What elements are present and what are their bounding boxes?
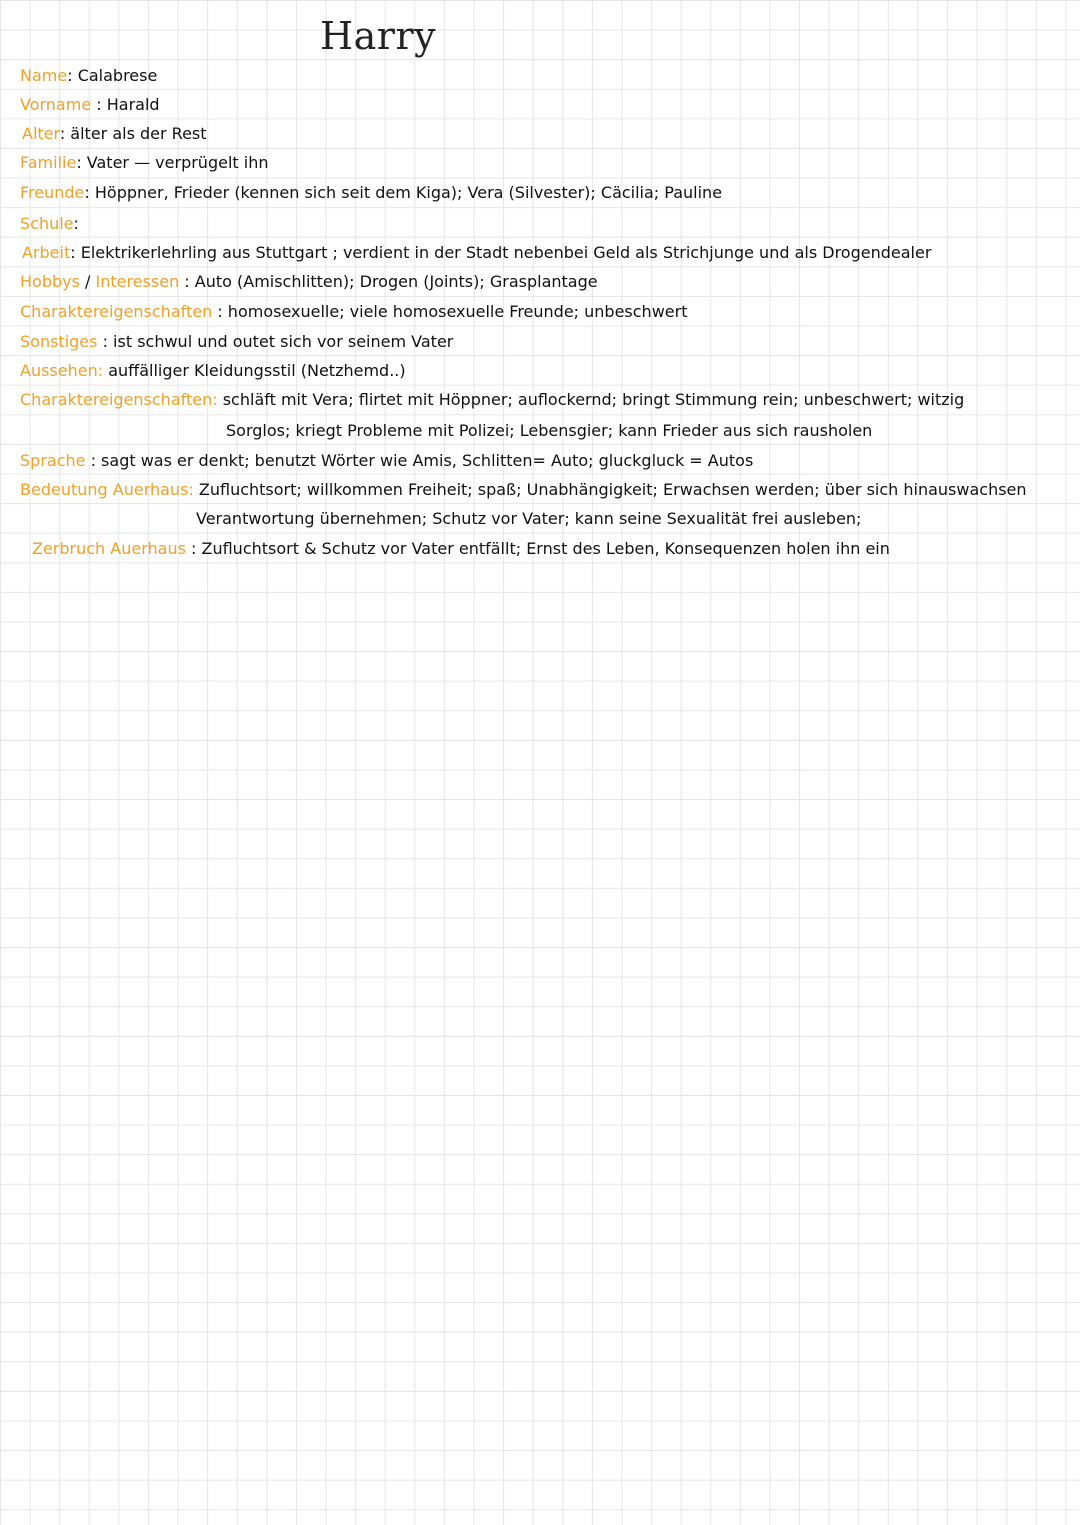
field-separator: : xyxy=(67,66,78,85)
field-charaktereigenschaften-2 xyxy=(20,390,964,410)
field-value: Vater — verprügelt ihn xyxy=(86,153,269,172)
field-label: Familie xyxy=(20,153,77,172)
page-title: Harry xyxy=(320,14,437,58)
field-value: Auto (Amischlitten); Drogen (Joints); Grasplantage xyxy=(194,272,598,291)
field-label-part: ter xyxy=(37,124,60,143)
field-label-part: Interessen xyxy=(95,272,180,291)
field-separator: : xyxy=(212,302,228,321)
field-value: Calabrese xyxy=(77,66,158,85)
field-separator: : xyxy=(84,183,95,202)
field-arbeit xyxy=(22,243,931,263)
field-label: Sonstiges xyxy=(20,332,98,351)
field-label: Aussehen: xyxy=(20,361,104,380)
field-label: Schule xyxy=(20,214,74,233)
field-separator: : xyxy=(179,272,195,291)
field-vorname xyxy=(20,95,160,115)
field-hobbys xyxy=(20,272,598,292)
field-label: Freunde xyxy=(20,183,85,202)
field-label: Zerbruch Auerhaus xyxy=(32,539,186,558)
field-value: Zufluchtsort & Schutz vor Vater entfällt; Ernst des Leben, Konsequenzen holen ihn ein xyxy=(201,539,890,558)
field-separator: : xyxy=(185,539,202,558)
field-bedeutung-auerhaus xyxy=(20,480,1027,500)
field-zerbruch-auerhaus xyxy=(32,539,890,559)
field-separator: : xyxy=(76,153,87,172)
field-value: älter als der Rest xyxy=(70,124,207,143)
field-bedeutung-auerhaus-cont xyxy=(196,509,861,529)
field-value: sagt was er denkt; benutzt Wörter wie Amis, Schlitten= Auto; gluckgluck = Autos xyxy=(101,451,754,470)
field-label: Sprache xyxy=(20,451,86,470)
field-charaktereigenschaften xyxy=(20,302,687,322)
field-label: Vorname xyxy=(20,95,92,114)
field-value-continuation: Verantwortung übernehmen; Schutz vor Vater; kann seine Sexualität frei ausleben; xyxy=(196,509,862,528)
field-schule xyxy=(20,214,79,234)
field-label: Arbeit xyxy=(22,243,71,262)
field-value: Elektrikerlehrling aus Stuttgart ; verdient in der Stadt nebenbei Geld als Strichjunge und als Drogendealer xyxy=(80,243,932,262)
field-value: schläft mit Vera; flirtet mit Höppner; auflockernd; bringt Stimmung rein; unbeschwert; witzig xyxy=(222,390,965,409)
field-separator: : xyxy=(85,451,102,470)
field-value-continuation: Sorglos; kriegt Probleme mit Polizei; Lebensgier; kann Frieder aus sich rausholen xyxy=(226,421,873,440)
field-separator: : xyxy=(91,95,107,114)
field-value: auffälliger Kleidungsstil (Netzhemd..) xyxy=(108,361,406,380)
field-value: Harald xyxy=(106,95,160,114)
field-separator: : xyxy=(73,214,79,233)
field-sprache xyxy=(20,451,753,471)
field-value: Zufluchtsort; willkommen Freiheit; spaß; Unabhängigkeit; Erwachsen werden; über sich hinauswachsen xyxy=(198,480,1027,499)
field-label: Charaktereigenschaften: xyxy=(20,390,218,409)
field-freunde xyxy=(20,183,722,203)
field-label-part: Al xyxy=(22,124,38,143)
field-separator: : xyxy=(59,124,71,143)
field-alter xyxy=(22,124,207,144)
field-value: homosexuelle; viele homosexuelle Freunde; unbeschwert xyxy=(227,302,688,321)
field-sonstiges xyxy=(20,332,453,352)
field-charaktereigenschaften-2-cont xyxy=(226,421,872,441)
field-label-part: Hobbys xyxy=(20,272,80,291)
field-value: ist schwul und outet sich vor seinem Vater xyxy=(113,332,454,351)
field-aussehen xyxy=(20,361,406,381)
field-name xyxy=(20,66,157,86)
field-value: Höppner, Frieder (kennen sich seit dem Kiga); Vera (Silvester); Cäcilia; Pauline xyxy=(94,183,723,202)
field-familie xyxy=(20,153,268,173)
field-label-slash: / xyxy=(79,272,96,291)
field-label: Bedeutung Auerhaus: xyxy=(20,480,194,499)
field-label: Name xyxy=(20,66,68,85)
field-label: Charaktereigenschaften xyxy=(20,302,213,321)
field-separator: : xyxy=(97,332,114,351)
field-separator: : xyxy=(70,243,81,262)
